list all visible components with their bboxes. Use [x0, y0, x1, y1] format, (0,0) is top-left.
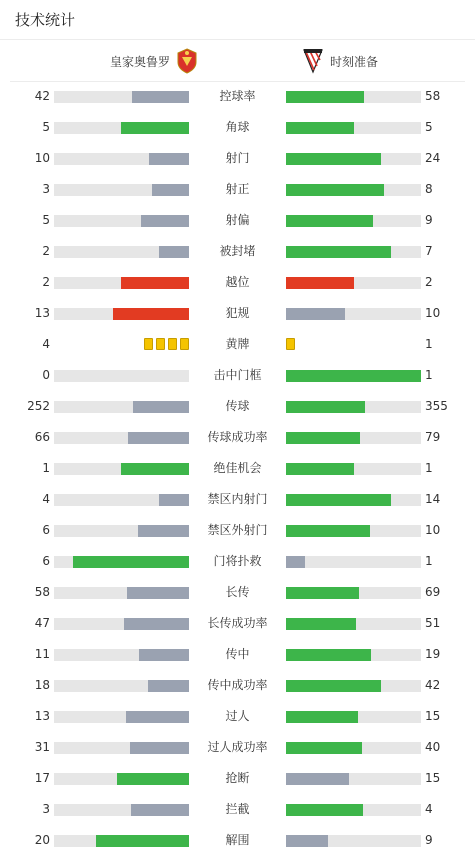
- stat-label: 传中成功率: [207, 678, 268, 692]
- away-bar-fill: [286, 91, 364, 103]
- stat-row: [0, 608, 475, 639]
- home-bar-track: [54, 773, 189, 785]
- away-bar-track: [286, 184, 421, 196]
- away-bar-track: [286, 587, 421, 599]
- away-bar-track: [286, 215, 421, 227]
- stat-label: 解围: [225, 833, 250, 847]
- away-bar-fill: [286, 215, 373, 227]
- stat-label: 越位: [225, 275, 250, 289]
- stat-label: 拦截: [225, 802, 250, 816]
- away-bar-fill: [286, 773, 349, 785]
- home-bar-track: [54, 556, 189, 568]
- home-bar-fill: [132, 91, 189, 103]
- away-bar-fill: [286, 432, 360, 444]
- home-bar-fill: [141, 215, 189, 227]
- away-value: 40: [425, 740, 441, 754]
- stat-row: [0, 360, 475, 391]
- home-bar-fill: [121, 122, 189, 134]
- stat-row: [0, 670, 475, 701]
- away-value: 14: [425, 492, 441, 506]
- away-bar-fill: [286, 587, 359, 599]
- away-bar-fill: [286, 401, 365, 413]
- stat-row: [0, 732, 475, 763]
- away-bar-fill: [286, 463, 354, 475]
- stat-row: [0, 174, 475, 205]
- home-value: 13: [34, 709, 50, 723]
- stat-row: [0, 453, 475, 484]
- home-bar-fill: [96, 835, 189, 847]
- home-bar-track: [54, 432, 189, 444]
- yellow-card-icon: [286, 338, 295, 350]
- home-team-name: 皇家奥鲁罗: [109, 54, 170, 69]
- home-value: 4: [42, 337, 50, 351]
- away-bar-fill: [286, 184, 384, 196]
- away-bar-track: [286, 835, 421, 847]
- stat-label: 长传: [225, 585, 250, 599]
- away-bar-track: [286, 122, 421, 134]
- home-bar-track: [54, 153, 189, 165]
- home-value: 3: [42, 182, 50, 196]
- away-value: 19: [425, 647, 441, 661]
- stat-row: [0, 422, 475, 453]
- stat-row: [0, 112, 475, 143]
- away-value: 24: [425, 151, 441, 165]
- away-value: 2: [425, 275, 433, 289]
- away-bar-fill: [286, 122, 354, 134]
- home-value: 2: [42, 244, 50, 258]
- home-value: 6: [42, 554, 50, 568]
- stat-label: 过人成功率: [207, 740, 268, 754]
- stat-label: 黄牌: [225, 337, 250, 351]
- away-bar-fill: [286, 804, 363, 816]
- stat-label: 控球率: [219, 89, 256, 103]
- stat-row: [0, 267, 475, 298]
- home-bar-fill: [117, 773, 189, 785]
- home-bar-fill: [138, 525, 189, 537]
- home-value: 13: [34, 306, 50, 320]
- home-bar-fill: [131, 804, 189, 816]
- away-bar-track: [286, 742, 421, 754]
- stat-row: [0, 81, 475, 112]
- home-team: [110, 41, 198, 81]
- away-yellow-cards: [286, 338, 295, 352]
- away-bar-track: [286, 649, 421, 661]
- yellow-card-icon: [180, 338, 189, 350]
- home-bar-track: [54, 711, 189, 723]
- home-bar-track: [54, 742, 189, 754]
- stat-label: 传球: [225, 399, 250, 413]
- home-bar-fill: [121, 277, 189, 289]
- home-bar-track: [54, 463, 189, 475]
- away-bar-track: [286, 525, 421, 537]
- home-bar-fill: [133, 401, 189, 413]
- away-value: 51: [425, 616, 441, 630]
- home-value: 66: [34, 430, 50, 444]
- stat-row: [0, 794, 475, 825]
- home-value: 252: [27, 399, 50, 413]
- home-bar-track: [54, 401, 189, 413]
- away-bar-track: [286, 91, 421, 103]
- home-bar-track: [54, 804, 189, 816]
- away-bar-fill: [286, 742, 362, 754]
- home-bar-fill: [152, 184, 189, 196]
- home-bar-fill: [130, 742, 189, 754]
- home-value: 18: [34, 678, 50, 692]
- away-value: 1: [425, 368, 433, 382]
- home-team-crest-icon: [176, 48, 198, 74]
- stat-label: 抢断: [225, 771, 250, 785]
- away-team: [294, 41, 378, 81]
- away-bar-fill: [286, 308, 345, 320]
- stat-row: [0, 236, 475, 267]
- away-value: 1: [425, 337, 433, 351]
- stat-label: 传球成功率: [207, 430, 268, 444]
- away-bar-track: [286, 401, 421, 413]
- stat-row: [0, 577, 475, 608]
- home-value: 3: [42, 802, 50, 816]
- stat-label: 禁区外射门: [207, 523, 268, 537]
- stat-label: 过人: [225, 709, 250, 723]
- home-bar-fill: [126, 711, 189, 723]
- away-value: 9: [425, 213, 433, 227]
- away-bar-track: [286, 494, 421, 506]
- yellow-card-icon: [144, 338, 153, 350]
- home-bar-fill: [148, 680, 189, 692]
- away-bar-fill: [286, 153, 381, 165]
- home-bar-track: [54, 525, 189, 537]
- stat-label: 被封堵: [219, 244, 256, 258]
- stat-row: [0, 205, 475, 236]
- home-bar-track: [54, 277, 189, 289]
- away-bar-track: [286, 804, 421, 816]
- home-value: 4: [42, 492, 50, 506]
- away-value: 5: [425, 120, 433, 134]
- home-bar-fill: [113, 308, 189, 320]
- away-bar-track: [286, 153, 421, 165]
- away-bar-track: [286, 773, 421, 785]
- stat-label: 射偏: [225, 213, 250, 227]
- stat-row: [0, 515, 475, 546]
- stat-label: 门将扑救: [213, 554, 262, 568]
- stat-label: 传中: [225, 647, 250, 661]
- stat-label: 击中门框: [213, 368, 262, 382]
- stat-label: 犯规: [225, 306, 250, 320]
- home-bar-fill: [159, 494, 189, 506]
- home-value: 6: [42, 523, 50, 537]
- stat-row: [0, 825, 475, 856]
- home-bar-track: [54, 680, 189, 692]
- home-bar-fill: [149, 153, 189, 165]
- away-bar-fill: [286, 835, 328, 847]
- home-bar-track: [54, 122, 189, 134]
- away-bar-track: [286, 711, 421, 723]
- away-bar-track: [286, 463, 421, 475]
- home-value: 5: [42, 120, 50, 134]
- stat-row: [0, 701, 475, 732]
- stat-label: 禁区内射门: [207, 492, 268, 506]
- home-value: 42: [34, 89, 50, 103]
- home-bar-fill: [73, 556, 189, 568]
- away-value: 355: [425, 399, 448, 413]
- away-value: 42: [425, 678, 441, 692]
- away-bar-fill: [286, 711, 358, 723]
- home-bar-track: [54, 370, 189, 382]
- away-bar-track: [286, 370, 421, 382]
- away-team-name: 时刻准备: [330, 54, 379, 69]
- away-team-crest-icon: [302, 48, 324, 74]
- away-value: 10: [425, 306, 441, 320]
- away-bar-fill: [286, 277, 354, 289]
- away-bar-track: [286, 308, 421, 320]
- home-value: 31: [34, 740, 50, 754]
- home-bar-track: [54, 246, 189, 258]
- stat-label: 绝佳机会: [213, 461, 262, 475]
- stat-label: 长传成功率: [207, 616, 268, 630]
- home-bar-fill: [124, 618, 189, 630]
- stat-row: [0, 298, 475, 329]
- away-bar-fill: [286, 680, 381, 692]
- stat-row: [0, 763, 475, 794]
- away-value: 4: [425, 802, 433, 816]
- away-bar-fill: [286, 370, 421, 382]
- away-bar-fill: [286, 246, 391, 258]
- home-bar-fill: [159, 246, 189, 258]
- stat-label: 角球: [225, 120, 250, 134]
- home-value: 17: [34, 771, 50, 785]
- home-bar-track: [54, 215, 189, 227]
- home-value: 20: [34, 833, 50, 847]
- away-value: 8: [425, 182, 433, 196]
- home-bar-fill: [127, 587, 189, 599]
- away-value: 1: [425, 461, 433, 475]
- home-bar-track: [54, 649, 189, 661]
- away-value: 58: [425, 89, 441, 103]
- stat-row: [0, 639, 475, 670]
- stat-row: [0, 143, 475, 174]
- away-value: 10: [425, 523, 441, 537]
- away-bar-fill: [286, 649, 371, 661]
- away-bar-fill: [286, 618, 356, 630]
- away-value: 15: [425, 771, 441, 785]
- page-title: 技术统计: [15, 11, 76, 29]
- home-value: 0: [42, 368, 50, 382]
- away-value: 79: [425, 430, 441, 444]
- home-bar-track: [54, 835, 189, 847]
- stat-row: [0, 329, 475, 360]
- home-value: 47: [34, 616, 50, 630]
- stats-list: [0, 81, 475, 856]
- home-bar-track: [54, 618, 189, 630]
- home-bar-fill: [121, 463, 189, 475]
- home-value: 11: [34, 647, 50, 661]
- home-bar-track: [54, 184, 189, 196]
- away-bar-track: [286, 556, 421, 568]
- yellow-card-icon: [156, 338, 165, 350]
- stat-row: [0, 391, 475, 422]
- away-value: 7: [425, 244, 433, 258]
- stat-label: 射正: [225, 182, 250, 196]
- home-value: 1: [42, 461, 50, 475]
- away-value: 69: [425, 585, 441, 599]
- home-value: 5: [42, 213, 50, 227]
- away-value: 9: [425, 833, 433, 847]
- home-value: 10: [34, 151, 50, 165]
- away-bar-fill: [286, 525, 370, 537]
- home-value: 2: [42, 275, 50, 289]
- home-bar-track: [54, 91, 189, 103]
- stat-label: 射门: [225, 151, 250, 165]
- home-bar-track: [54, 587, 189, 599]
- away-bar-fill: [286, 494, 391, 506]
- away-value: 15: [425, 709, 441, 723]
- home-bar-fill: [139, 649, 189, 661]
- teams-row: [10, 41, 465, 82]
- away-bar-track: [286, 680, 421, 692]
- stat-row: [0, 484, 475, 515]
- stats-header: [0, 0, 475, 40]
- away-bar-track: [286, 246, 421, 258]
- yellow-card-icon: [168, 338, 177, 350]
- away-bar-track: [286, 277, 421, 289]
- home-value: 58: [34, 585, 50, 599]
- away-bar-track: [286, 432, 421, 444]
- stat-row: [0, 546, 475, 577]
- home-bar-fill: [128, 432, 189, 444]
- home-yellow-cards: [144, 338, 189, 352]
- away-value: 1: [425, 554, 433, 568]
- away-bar-fill: [286, 556, 305, 568]
- home-bar-track: [54, 494, 189, 506]
- away-bar-track: [286, 618, 421, 630]
- home-bar-track: [54, 308, 189, 320]
